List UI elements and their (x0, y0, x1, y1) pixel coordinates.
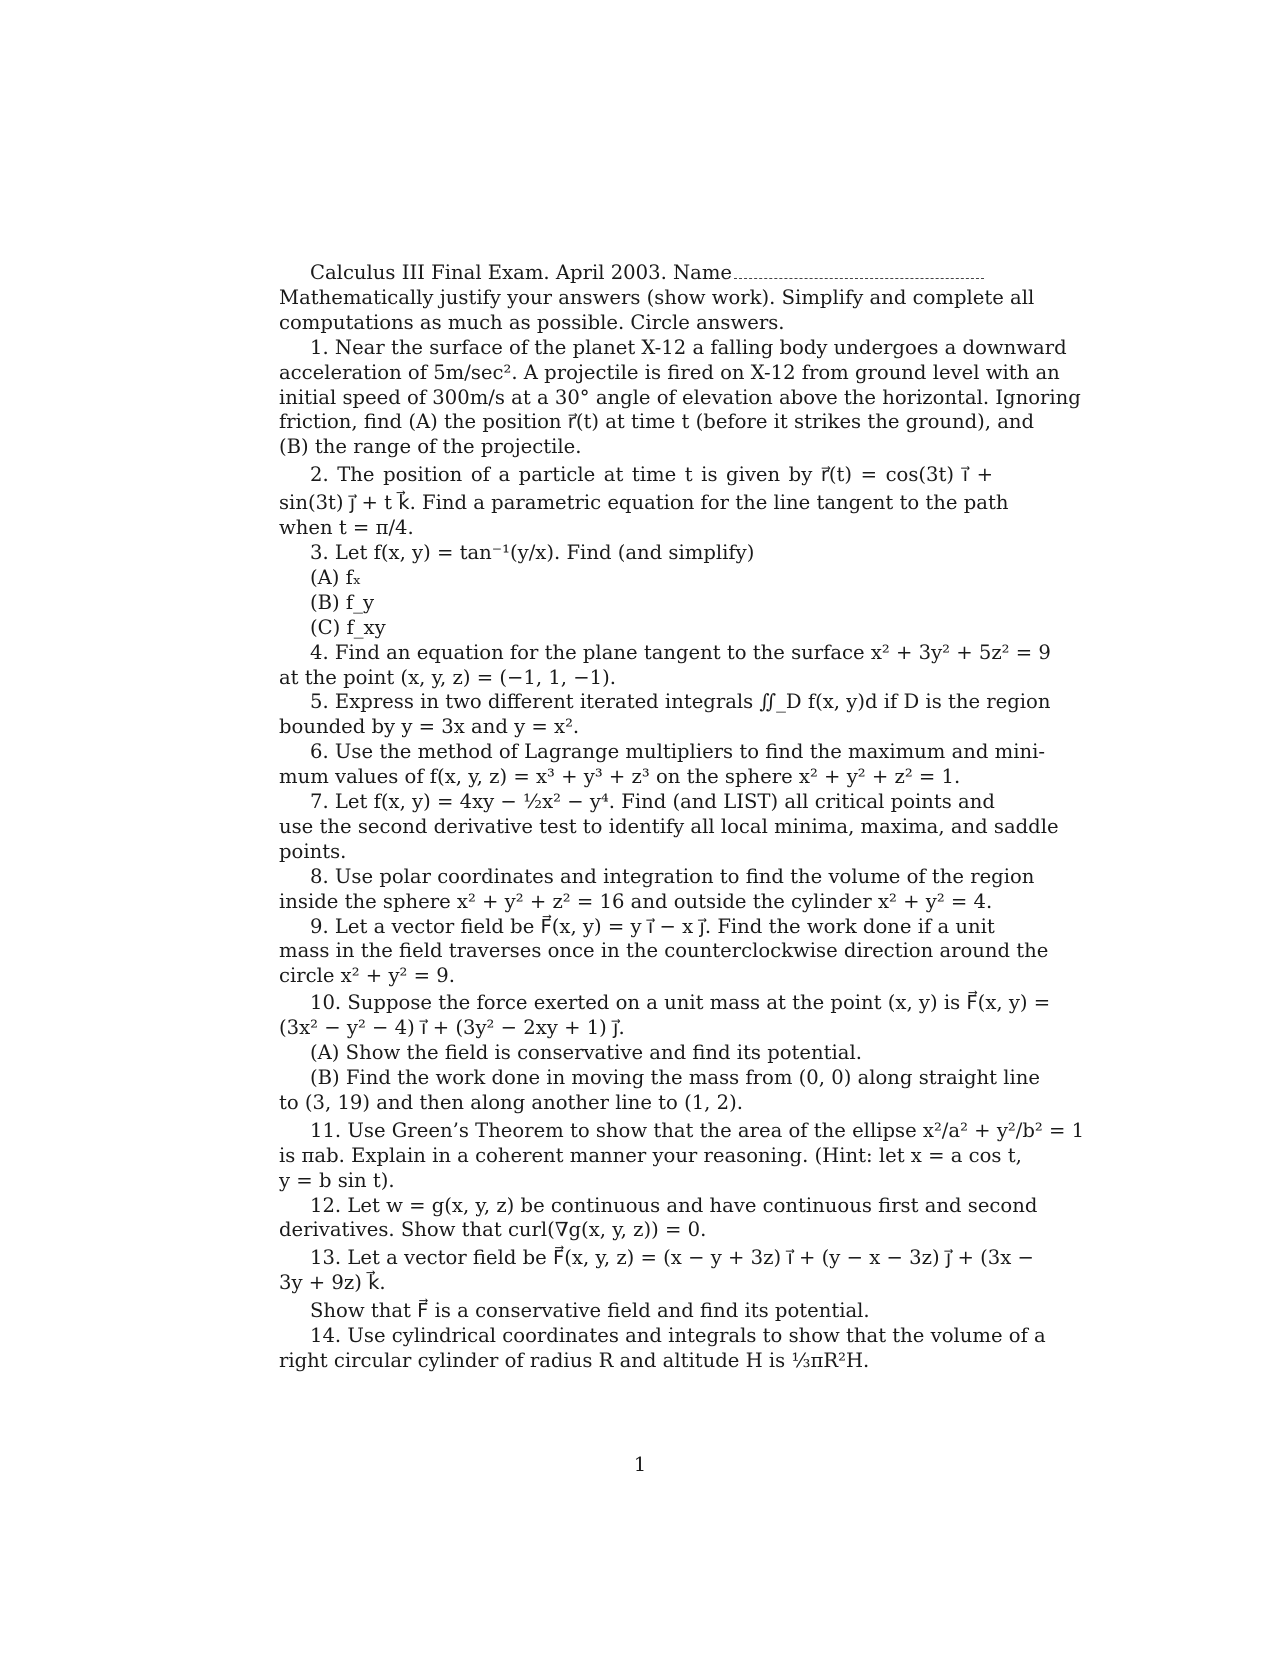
problem-line: inside the sphere x² + y² + z² = 16 and outside the cylinder x² + y² = 4. (279, 889, 993, 913)
page-number: 1 (633, 1453, 647, 1476)
problem-line: Show that F⃗ is a conservative field and find its potential. (310, 1299, 870, 1323)
problem-part-b: (B) f_y (310, 590, 375, 614)
problem-6 (279, 740, 1046, 790)
problem-line: circle x² + y² = 9. (279, 964, 455, 988)
problem-part-b: (B) Find the work done in moving the mass from (0, 0) along straight line (310, 1066, 1040, 1089)
problem-line: points. (279, 839, 347, 863)
instructions-line-2: computations as much as possible. Circle answers. (279, 310, 785, 334)
problem-line: 8. Use polar coordinates and integration to find the volume of the region (310, 864, 1035, 888)
problem-line: 14. Use cylindrical coordinates and integrals to show that the volume of a (310, 1324, 1046, 1348)
problem-line: bounded by y = 3x and y = x². (279, 715, 580, 739)
problem-line: right circular cylinder of radius R and altitude H is ⅓πR²H. (279, 1348, 870, 1372)
problem-line: 7. Let f(x, y) = 4xy − ½x² − y⁴. Find (and LIST) all critical points and (310, 790, 995, 814)
problem-5 (279, 690, 1051, 740)
problem-line: is πab. Explain in a coherent manner your reasoning. (Hint: let x = a cos t, (279, 1143, 1022, 1167)
problem-line: 3y + 9z) k⃗. (279, 1271, 386, 1295)
problem-line: 1. Near the surface of the planet X-12 a falling body undergoes a downward (310, 335, 1067, 359)
problem-line: 6. Use the method of Lagrange multipliers to find the maximum and mini- (310, 740, 1046, 764)
problem-line: 12. Let w = g(x, y, z) be continuous and have continuous first and second (310, 1193, 1038, 1217)
problem-line: 3. Let f(x, y) = tan⁻¹(y/x). Find (and simplify) (310, 540, 755, 564)
instructions-line-1: Mathematically justify your answers (show work). Simplify and complete all (279, 285, 1035, 309)
problem-part-a: (A) Show the field is conservative and find its potential. (310, 1041, 862, 1065)
problem-line: 2. The position of a particle at time t is given by r⃗(t) = cos(3t) i⃗ + (310, 463, 993, 487)
problem-line: to (3, 19) and then along another line to (1, 2). (279, 1090, 743, 1114)
problem-line: (B) the range of the projectile. (279, 435, 582, 459)
problem-line: (3x² − y² − 4) i⃗ + (3y² − 2xy + 1) j⃗. (279, 1016, 625, 1040)
problem-3 (279, 541, 993, 641)
problem-part-c: (C) f_xy (310, 615, 386, 639)
problem-13 (279, 1246, 1034, 1324)
problem-2 (279, 463, 1009, 541)
problem-9 (279, 914, 1049, 990)
problem-line: 10. Suppose the force exerted on a unit mass at the point (x, y) is F⃗(x, y) = (310, 991, 1051, 1015)
problem-line: initial speed of 300m/s at a 30° angle of elevation above the horizontal. Ignoring (279, 385, 1081, 409)
problem-line: when t = π/4. (279, 516, 414, 540)
problem-line: sin(3t) j⃗ + t k⃗. Find a parametric equation for the line tangent to the path (279, 491, 1009, 515)
problem-line: at the point (x, y, z) = (−1, 1, −1). (279, 665, 617, 689)
problem-4 (279, 640, 1051, 691)
page-title: Calculus III Final Exam. April 2003. Name (279, 261, 993, 286)
problem-line: 11. Use Green’s Theorem to show that the area of the ellipse x²/a² + y²/b² = 1 (310, 1118, 1085, 1142)
problem-line: acceleration of 5m/sec². A projectile is fired on X-12 from ground level with an (279, 360, 1060, 384)
problem-14 (279, 1324, 1046, 1374)
problem-line: 5. Express in two different iterated integrals ∬_D f(x, y)d if D is the region (310, 690, 1051, 714)
problem-10 (279, 991, 1051, 1116)
problem-line: y = b sin t). (279, 1168, 395, 1192)
problem-7 (279, 790, 1059, 865)
problem-part-a: (A) fₓ (310, 565, 362, 589)
problem-line: mum values of f(x, y, z) = x³ + y³ + z³ on the sphere x² + y² + z² = 1. (279, 765, 961, 789)
problem-11 (279, 1118, 1085, 1194)
problem-line: mass in the field traverses once in the counterclockwise direction around the (279, 939, 1049, 963)
problem-12 (279, 1193, 1038, 1244)
problem-line: use the second derivative test to identify all local minima, maxima, and saddle (279, 814, 1059, 838)
problem-line: friction, find (A) the position r⃗(t) at time t (before it strikes the ground), and (279, 410, 1035, 434)
exam-page (279, 261, 1085, 1374)
name-blank-line (734, 264, 984, 279)
problem-1 (279, 335, 1081, 461)
problem-line: 9. Let a vector field be F⃗(x, y) = y i⃗ − x j⃗. Find the work done if a unit (310, 914, 995, 938)
problem-8 (279, 864, 1035, 915)
problem-line: derivatives. Show that curl(∇g(x, y, z)) = 0. (279, 1218, 707, 1242)
problem-line: 4. Find an equation for the plane tangent to the surface x² + 3y² + 5z² = 9 (310, 640, 1051, 664)
problem-line: 13. Let a vector field be F⃗(x, y, z) = (x − y + 3z) i⃗ + (y − x − 3z) j⃗ + (3x − (310, 1246, 1034, 1270)
